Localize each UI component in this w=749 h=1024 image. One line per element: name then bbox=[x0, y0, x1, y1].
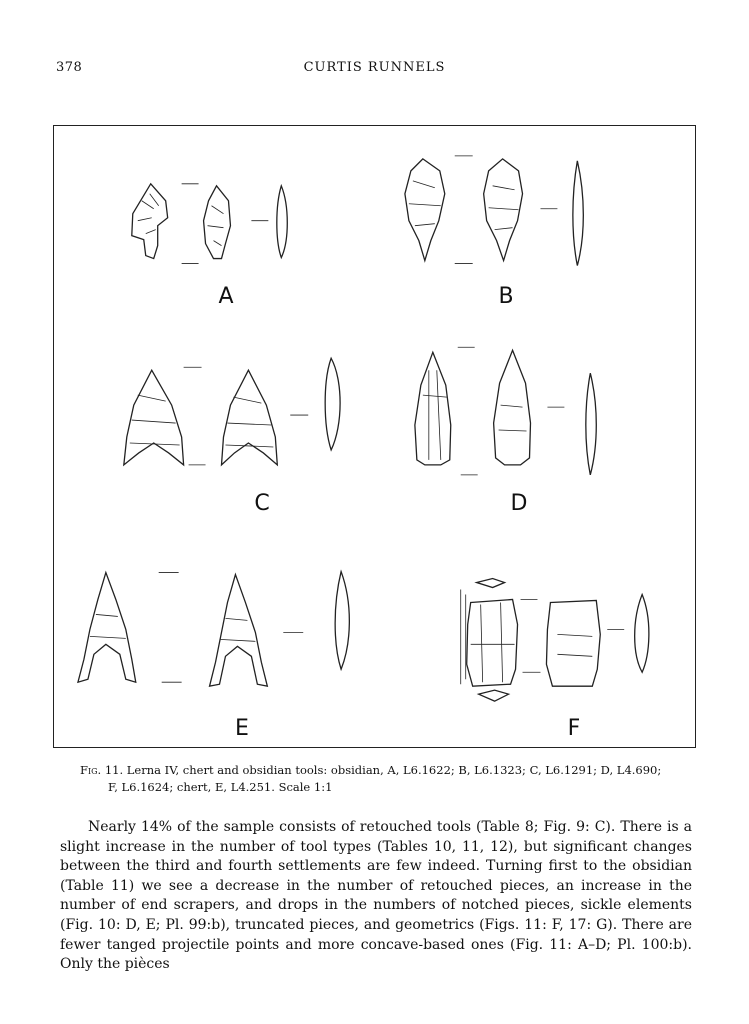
panel-label-b: B bbox=[498, 284, 514, 309]
artifact-b-dorsal bbox=[405, 159, 445, 261]
artifact-a-dorsal bbox=[132, 184, 168, 259]
panel-label-c: C bbox=[254, 491, 270, 516]
page-header bbox=[56, 60, 693, 80]
panel-label-f: F bbox=[567, 716, 581, 741]
panel-label-e: E bbox=[235, 716, 249, 741]
scale-ticks-d bbox=[458, 347, 565, 475]
artifact-f-dorsal bbox=[467, 599, 518, 686]
caption-line-1: Lerna IV, chert and obsidian tools: obsidian, A, L6.1622; B, L6.1323; C, L6.1291; D, L4.690; bbox=[126, 763, 662, 777]
artifact-e-profile bbox=[335, 572, 349, 670]
artifact-e-dorsal bbox=[78, 573, 136, 683]
artifact-f-bottom-edge bbox=[479, 690, 509, 701]
artifact-a-profile bbox=[277, 186, 287, 258]
artifact-e-ventral bbox=[210, 575, 268, 687]
page-number: 378 bbox=[56, 60, 83, 75]
figure-11 bbox=[53, 125, 696, 748]
body-paragraph: Nearly 14% of the sample consists of retouched tools (Table 8; Fig. 9: C). There is a slight increase in the number of tool types (Tables 10, 11, 12), but significant changes between the third and fourth settlements are few indeed. Turning first to the obsidian (Table 11) we see a decrease in the number of retouched pieces, an increase in the number of end scrapers, and drops in the numbers of notched pieces, sickle elements (Fig. 10: D, E; Pl. 99:b), truncated pieces, and geometrics (Figs. 11: F, 17: G). There are fewer tanged projectile points and more concave-based ones (Fig. 11: A–D; Pl. 100:b). Only the pièces bbox=[60, 819, 692, 973]
artifact-d-dorsal bbox=[415, 352, 451, 465]
artifact-c-dorsal bbox=[124, 370, 184, 465]
artifact-c-profile bbox=[325, 358, 340, 450]
artifact-b-profile bbox=[573, 161, 583, 266]
artifact-c-ventral bbox=[221, 370, 277, 465]
artifact-f-profile bbox=[635, 594, 649, 672]
artifact-f-top-edge bbox=[477, 579, 505, 588]
artifact-d-ventral bbox=[494, 350, 531, 465]
running-head: CURTIS RUNNELS bbox=[303, 60, 446, 75]
panel-label-d: D bbox=[510, 491, 528, 516]
caption-line-2: F, L6.1624; chert, E, L4.251. Scale 1:1 bbox=[108, 780, 333, 794]
artifact-b-ventral bbox=[484, 159, 523, 261]
artifact-a-ventral bbox=[204, 186, 231, 259]
artifact-f-ventral bbox=[546, 600, 600, 686]
artifact-d-profile bbox=[586, 373, 596, 475]
figure-caption bbox=[80, 762, 700, 796]
scale-ticks-b bbox=[455, 156, 558, 264]
scale-ticks-c bbox=[184, 367, 309, 465]
figure-number: Fig. 11. bbox=[80, 763, 124, 777]
panel-label-a: A bbox=[218, 284, 234, 309]
figure-drawings bbox=[54, 126, 695, 747]
